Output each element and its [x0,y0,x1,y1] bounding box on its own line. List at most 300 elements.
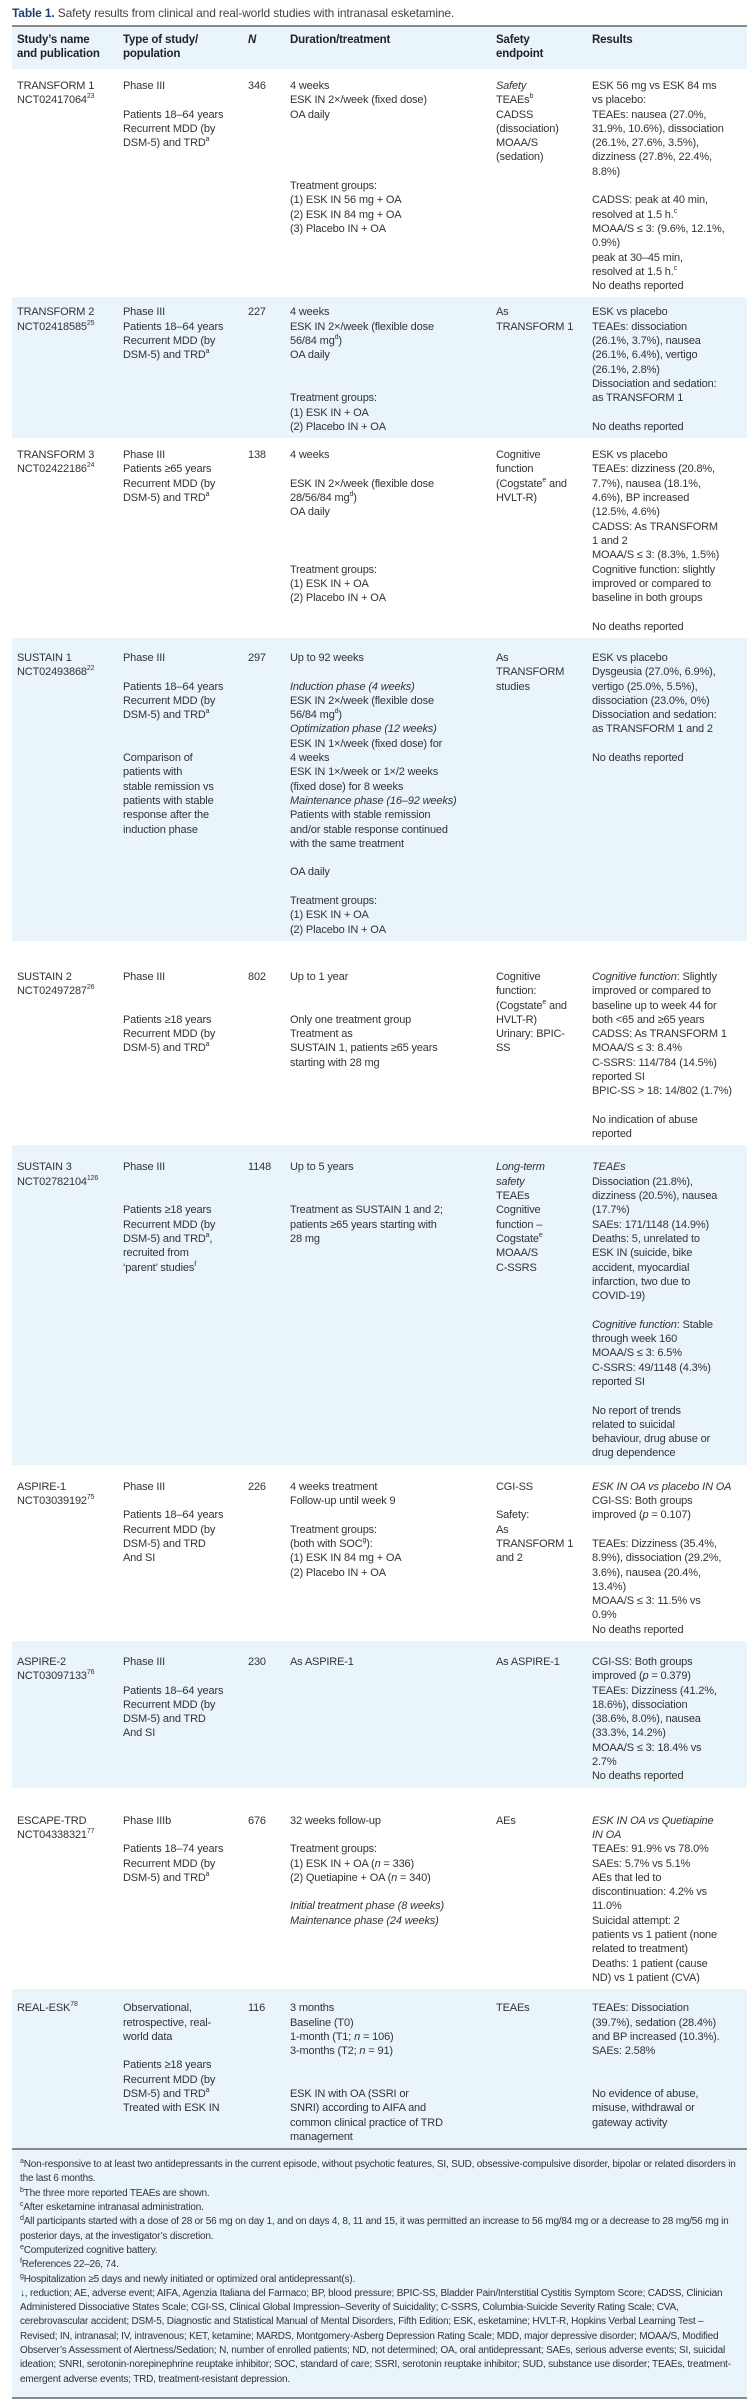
cell-line [290,363,491,377]
cell-line [592,208,747,222]
cell-line: (1) ESK IN + OA [290,577,369,590]
cell-line [290,851,491,865]
column-header-study-type [118,27,243,66]
cell-line: Phase III [123,1655,166,1668]
cell-study-name [12,1788,118,1847]
cell-line: ESK vs placebo [592,651,668,664]
cell-line: CGI-SS: Both groups [592,1655,693,1668]
text-segment: (both with SOC [290,1537,363,1550]
cell-line: 4 weeks [290,306,330,319]
superscript: d [334,334,339,342]
cell-line: Phase III [123,80,166,92]
text-segment: 1-month (T1; [290,2030,355,2043]
italic-text: safety [496,1175,525,1188]
cell-line: As [496,1523,509,1536]
cell-line: CADSS: As TRANSFORM [592,520,718,533]
cell-line [123,1871,243,1885]
cell-line: Phase III [123,449,166,462]
cell-line [290,999,491,1013]
cell-line: population [123,48,181,61]
cell-study-type [118,1145,243,1278]
cell-line: Treatment groups: [290,392,377,405]
cell-line: improved or compared to [592,577,711,590]
column-header-study-name [12,27,118,66]
cell-line: Recurrent MDD (by [123,1857,216,1870]
italic-text: Maintenance phase (24 weeks) [290,1914,439,1927]
superscript: e [20,2243,24,2251]
text-segment: = 0.107) [648,1509,691,1522]
cell-line: through week 160 [592,1333,678,1346]
text-segment: NCT02422186 [17,463,87,476]
cell-line: reported [592,1128,632,1141]
cell-line [290,1914,491,1928]
text-segment: All participants started with a dose of 28 or 56 mg on day 1, and on days 4, 8, 11 and 15, it was permitted an increase to 56 mg/84 mg or a decrease to 28 mg/56 mg in posterior days, at the investigator’s discretion. [20,2216,729,2242]
cell-line: SS [496,1042,511,1055]
text-segment: NCT02417064 [17,94,87,107]
cell-line: ESK IN 2×/week (fixed dose) [290,94,427,107]
cell-line [123,1494,243,1508]
cell-study-name [12,438,118,481]
table-row [12,1788,747,1990]
superscript: 24 [86,462,95,470]
column-header-n-enrolled [243,27,285,51]
table-row [12,1145,747,1464]
cell-line: Treatment groups: [290,895,377,908]
cell-line [290,2058,491,2072]
cell-line: Patients 18–64 years [123,1684,224,1697]
text-segment: = 340) [397,1871,431,1884]
cell-line: Recurrent MDD (by [123,694,216,707]
cell-line: dizziness (27.8%, 22.4%, [592,151,712,164]
footnote [20,2215,739,2244]
cell-line [290,708,491,722]
text-segment: NCT02418585 [17,320,87,333]
cell-line: starting with 28 mg [290,1056,380,1069]
superscript: 78 [70,2001,78,2009]
cell-line: TRANSFORM 1 [496,1537,574,1550]
italic-text: N [248,34,257,46]
text-segment: 56/84 mg [290,709,335,722]
cell-line: Treated with ESK IN [123,2102,220,2115]
cell-results [587,1989,747,2134]
text-segment: (Cogstate [496,477,543,490]
italic-text: Cognitive function [592,1318,677,1331]
cell-study-name [12,1989,118,2019]
cell-line: Recurrent MDD (by [123,1028,216,1041]
cell-line: 4 weeks [290,752,330,765]
cell-line: CGI-SS [496,1480,533,1493]
cell-line [290,136,491,150]
cell-line: Urinary: BPIC- [496,1028,565,1041]
cell-line: (2) ESK IN 84 mg + OA [290,208,402,221]
cell-line [592,1523,747,1537]
cell-line: TRANSFORM 1 [496,320,574,333]
cell-line: Duration/treatment [290,34,391,46]
cell-line: HVLT-R) [496,492,537,505]
cell-line [123,2087,243,2101]
cell-line: stable remission vs [123,780,214,793]
cell-line: patients with stable [123,794,214,807]
cell-line: 8.8%) [592,165,620,178]
cell-line [17,1175,118,1189]
cell-line [290,680,491,694]
cell-n-enrolled [243,297,285,323]
text-segment: References 22–26, 74. [21,2259,119,2271]
footnote [20,2187,739,2201]
safety-results-table [12,25,747,2148]
superscript: d [20,2215,24,2223]
cell-line [123,999,243,1013]
cell-line: Phase III [123,970,166,983]
cell-line: Results [592,34,633,46]
table-row [12,297,747,438]
cell-line [592,605,747,619]
cell-line [496,79,587,93]
table-header-row [12,27,747,69]
cell-line: as TRANSFORM 1 and 2 [592,723,713,736]
cell-line [290,2073,491,2087]
italic-text: Long-term [496,1161,545,1174]
cell-study-name [12,638,118,684]
cell-line [123,984,243,998]
text-segment: DSM-5) and TRD [123,492,206,505]
cell-line: function – [496,1218,543,1231]
cell-line: 4.6%), BP increased [592,492,690,505]
text-segment: ): [366,1537,373,1550]
cell-line: ESK IN 2×/week (flexible dose [290,320,434,333]
cell-line: MOAA/S ≤ 3: 8.4% [592,1042,682,1055]
cell-line [290,1189,491,1203]
superscript: a [205,348,210,356]
italic-text: p [642,1670,649,1683]
cell-line: TRANSFORM 3 [17,449,95,462]
cell-line: retrospective, real- [123,2016,212,2029]
cell-line: ESK IN 1×/week or 1×/2 weeks [290,766,439,779]
cell-line: No deaths reported [592,1770,684,1783]
footnote [20,2244,739,2258]
cell-line: C-SSRS [496,1261,537,1274]
cell-line: CGI-SS: Both groups [592,1495,693,1508]
cell-study-name [12,1641,118,1688]
table-row [12,941,747,1146]
cell-line [592,1828,747,1842]
cell-line: (fixed dose) for 8 weeks [290,780,404,793]
cell-line [592,179,747,193]
cell-duration-treatment [285,438,491,609]
cell-line [123,348,243,362]
text-segment: resolved at 1.5 h. [592,208,674,221]
cell-line: (sedation) [496,151,544,164]
superscript: b [20,2186,24,2194]
cell-study-type [118,1465,243,1570]
italic-text: Safety [496,80,527,92]
cell-line: 7.7%), nausea (18.1%, [592,477,701,490]
cell-study-type [118,297,243,366]
text-segment: DSM-5) and TRD [123,349,206,362]
cell-study-type [118,1641,243,1745]
cell-line: 116 [248,2002,266,2015]
cell-line: (26.1%, 3.7%), nausea [592,335,701,348]
cell-line [123,1669,243,1683]
cell-line: BPIC-SS > 18: 14/802 (1.7%) [592,1085,732,1098]
superscript: c [673,264,678,272]
superscript: a [205,136,210,144]
text-segment: ‘parent’ studies [123,1261,195,1274]
cell-line: OA daily [290,506,330,519]
text-segment: = 106) [360,2030,394,2043]
cell-safety-endpoint [491,638,587,698]
column-header-duration-treatment [285,27,491,51]
column-header-safety-endpoint [491,27,587,66]
cell-line: Recurrent MDD (by [123,1218,216,1231]
cell-line: C-SSRS: 114/784 (14.5%) [592,1056,717,1069]
cell-line [17,93,118,107]
cell-line: Treatment groups: [290,563,377,576]
cell-line: Recurrent MDD (by [123,122,216,135]
cell-line: Suicidal attempt: 2 [592,1914,680,1927]
cell-line: SUSTAIN 1, patients ≥65 years [290,1042,438,1055]
italic-text: n [354,2030,361,2043]
cell-line [123,1041,243,1055]
cell-line: ESK vs placebo [592,306,668,319]
cell-line: TRANSFORM [496,666,565,679]
cell-line [17,462,118,476]
cell-line: (2) Placebo IN + OA [290,420,386,433]
table-label: Table 1. [12,6,55,20]
cell-line [17,320,118,334]
cell-line: behaviour, drug abuse or [592,1433,711,1446]
cell-line: SAEs: 2.58% [592,2045,656,2058]
cell-line: MOAA/S ≤ 3: 6.5% [592,1347,682,1360]
cell-line: Phase III [123,1161,166,1174]
cell-study-type [118,69,243,154]
text-segment: and [546,477,567,490]
cell-line: ESK 56 mg vs ESK 84 ms [592,80,717,92]
cell-line: Dissociation and sedation: [592,377,717,390]
cell-line: and/or stable response continued [290,823,448,836]
cell-line: Patients ≥18 years [123,1204,212,1217]
cell-line [290,984,491,998]
text-segment: The three more reported TEAEs are shown. [23,2187,210,2199]
cell-line: Phase IIIb [123,1814,172,1827]
text-segment: ↓, reduction; AE, adverse event; AIFA, Agenzia Italiana del Farmaco; BP, blood pressure; BPIC-SS, Bladder Pain/Interstitial Cystitis Symptom Score; CADSS, Clinician Administered Dissociative States Scale; CGI-SS, Clinical Global Impression–Severity of Suicidality; C-SSRS, Columbia-Suicide Severity Rating Scale; CVA, cerebrovascular accident; DSM-5, Diagnostic and Statistical Manual of Mental Disorders, Fifth Edition; ESK, esketamine; HVLT-R, Hopkins Verbal Learning Test – Revised; IN, intranasal; IV, intravenous; KET, ketamine; MARDS, Montgomery-Asberg Depression Rating Scale; MDD, major depressive disorder; MOAA/S, Modified Observer’s Assessment of Alertness/Sedation; N, number of enrolled patients; ND, not determined; OA, oral antidepressant; SAEs, serious adverse events; SI, suicidal ideation; SNRI, serotonin-norepinephrine reuptake inhibitor; SOC, standard of care; SSRI, serotonin reuptake inhibitor; SUD, substance use disorder; TEAEs, treatment-emergent adverse events; TRD, treatment-resistant depression. [20,2287,731,2385]
cell-line: 4 weeks treatment [290,1480,378,1493]
cell-line [290,794,491,808]
cell-line: OA daily [290,108,330,121]
cell-line [290,462,491,476]
cell-line [290,2030,491,2044]
italic-text: n [374,1857,381,1870]
cell-line [592,1389,747,1403]
superscript: b [529,93,534,101]
cell-line [290,1871,491,1885]
superscript: a [205,708,210,716]
cell-line [290,122,491,136]
cell-study-name [12,1145,118,1193]
cell-line [17,1828,118,1842]
cell-line: MOAA/S ≤ 3: (9.6%, 12.1%, [592,222,725,235]
cell-line: SAEs: 171/1148 (14.9%) [592,1218,709,1231]
superscript: c [673,207,678,215]
cell-line: gateway activity [592,2116,668,2129]
cell-line: SAEs: 5.7% vs 5.1% [592,1857,691,1870]
cell-line [496,999,587,1013]
cell-line [123,1261,243,1275]
text-segment: 56/84 mg [290,335,335,348]
cell-line: 28 mg [290,1232,320,1245]
cell-line: As [496,651,509,664]
cell-line: TRANSFORM 1 [17,80,95,92]
cell-line: ESK vs placebo [592,449,668,462]
cell-line: Up to 5 years [290,1161,354,1174]
cell-n-enrolled [243,1641,285,1673]
italic-text: Induction phase (4 weeks) [290,680,415,693]
footnote [20,2201,739,2215]
cell-line: reported SI [592,1071,645,1083]
cell-line: TEAEs: 91.9% vs 78.0% [592,1843,709,1856]
superscript: 26 [86,984,95,992]
text-segment: DSM-5) and TRD [123,709,206,722]
cell-line [290,722,491,736]
cell-line [290,1857,491,1871]
text-segment: Computerized cognitive battery. [23,2244,158,2256]
cell-line: SUSTAIN 2 [17,970,72,983]
text-segment: = 336) [380,1857,415,1870]
cell-duration-treatment [285,1788,491,1932]
cell-study-type [118,1989,243,2119]
cell-line: TEAEs: nausea (27.0%, [592,108,707,121]
cell-line: AEs [496,1814,516,1827]
cell-results [587,438,747,638]
cell-line: world data [123,2030,173,2043]
superscript: 76 [86,1669,95,1677]
cell-n-enrolled [243,1788,285,1832]
cell-line: (33.3%, 14.2%) [592,1727,666,1740]
cell-line: Dissociation and sedation: [592,709,717,722]
cell-line: (3) Placebo IN + OA [290,222,386,235]
cell-line: Patients ≥65 years [123,463,212,476]
cell-line: AEs that led to [592,1871,662,1884]
text-segment: NCT02782104 [17,1175,87,1188]
text-segment: and [546,999,567,1012]
cell-line [592,1669,747,1683]
text-segment: resolved at 1.5 h. [592,265,674,278]
cell-duration-treatment [285,1989,491,2148]
cell-line: Deaths: 1 patient (cause [592,1957,708,1970]
superscript: a [205,1041,210,1049]
cell-study-type [118,438,243,509]
cell-line [123,2044,243,2058]
cell-line: response after the [123,809,209,822]
cell-line: (2) Placebo IN + OA [290,1566,386,1579]
superscript: 23 [86,93,95,101]
cell-line [290,491,491,505]
superscript: 126 [86,1174,99,1182]
cell-n-enrolled [243,941,285,988]
cell-results [587,69,747,297]
cell-line: discontinuation: 4.2% vs [592,1886,708,1899]
cell-line: Cognitive [496,970,541,983]
cell-line: Treatment groups: [290,1843,377,1856]
cell-line: Cognitive function: slightly [592,563,715,576]
cell-line: No deaths reported [592,420,684,433]
cell-line: DSM-5) and TRD [123,1713,206,1726]
cell-safety-endpoint [491,69,587,169]
cell-line: And SI [123,1727,156,1740]
cell-results [587,1641,747,1788]
superscript: 25 [86,319,95,327]
italic-text: Cognitive function [592,970,677,983]
text-segment: = 0.379) [648,1670,691,1683]
cell-n-enrolled [243,638,285,669]
cell-line: No deaths reported [592,752,684,765]
text-segment: DSM-5) and TRD [123,1042,206,1055]
cell-line: Observational, [123,2002,192,2015]
cell-line: patients with [123,766,183,779]
italic-text: Optimization phase (12 weeks) [290,723,437,736]
cell-n-enrolled [243,438,285,466]
text-segment: After esketamine intranasal administration. [23,2202,204,2214]
cell-line: No evidence of abuse, [592,2088,699,2100]
cell-line: misuse, withdrawal or [592,2102,695,2115]
text-segment: : Stable [676,1318,713,1331]
cell-line: 2.7% [592,1756,617,1769]
italic-text: p [642,1509,649,1522]
table-row [12,69,747,297]
cell-line [592,1480,747,1494]
cell-line: 226 [248,1480,266,1493]
table-row [12,1465,747,1641]
cell-line: dissociation (23.0%, 0%) [592,694,710,707]
text-segment: DSM-5) and TRD [123,137,206,150]
cell-line: COVID-19) [592,1290,646,1303]
cell-line: (26.1%, 2.8%) [592,363,660,376]
text-segment: (Cogstate [496,999,543,1012]
cell-line: OA daily [290,349,330,362]
cell-line: common clinical practice of TRD [290,2116,443,2129]
superscript: d [349,491,354,499]
cell-n-enrolled [243,1145,285,1178]
cell-line: Up to 92 weeks [290,651,364,664]
cell-line: CADSS [496,108,534,121]
cell-line: SNRI) according to AIFA and [290,2102,426,2115]
text-segment: (1) ESK IN + OA ( [290,1857,375,1870]
italic-text: IN OA [592,1828,622,1841]
superscript: a [205,2087,210,2094]
cell-line: 3.6%), nausea (20.4%, [592,1566,701,1579]
cell-line: CADSS: peak at 40 min, [592,194,708,207]
cell-line: ESK IN 1×/week (fixed dose) for [290,737,443,750]
cell-line [592,2058,747,2072]
column-header-results [587,27,747,51]
cell-line: Treatment as [290,1028,353,1041]
cell-line: studies [496,680,530,693]
cell-line [17,665,118,679]
superscript: a [205,491,210,499]
cell-line: TEAEs [496,2002,530,2015]
cell-line: 1148 [248,1161,272,1174]
cell-line [592,1099,747,1113]
cell-safety-endpoint [491,1788,587,1832]
cell-line: 4 weeks [290,449,330,462]
cell-line: (2) Placebo IN + OA [290,923,386,936]
cell-line [17,1669,118,1683]
cell-line [592,737,747,751]
cell-study-type [118,638,243,841]
cell-duration-treatment [285,1145,491,1250]
cell-results [587,638,747,769]
cell-line [290,1828,491,1842]
